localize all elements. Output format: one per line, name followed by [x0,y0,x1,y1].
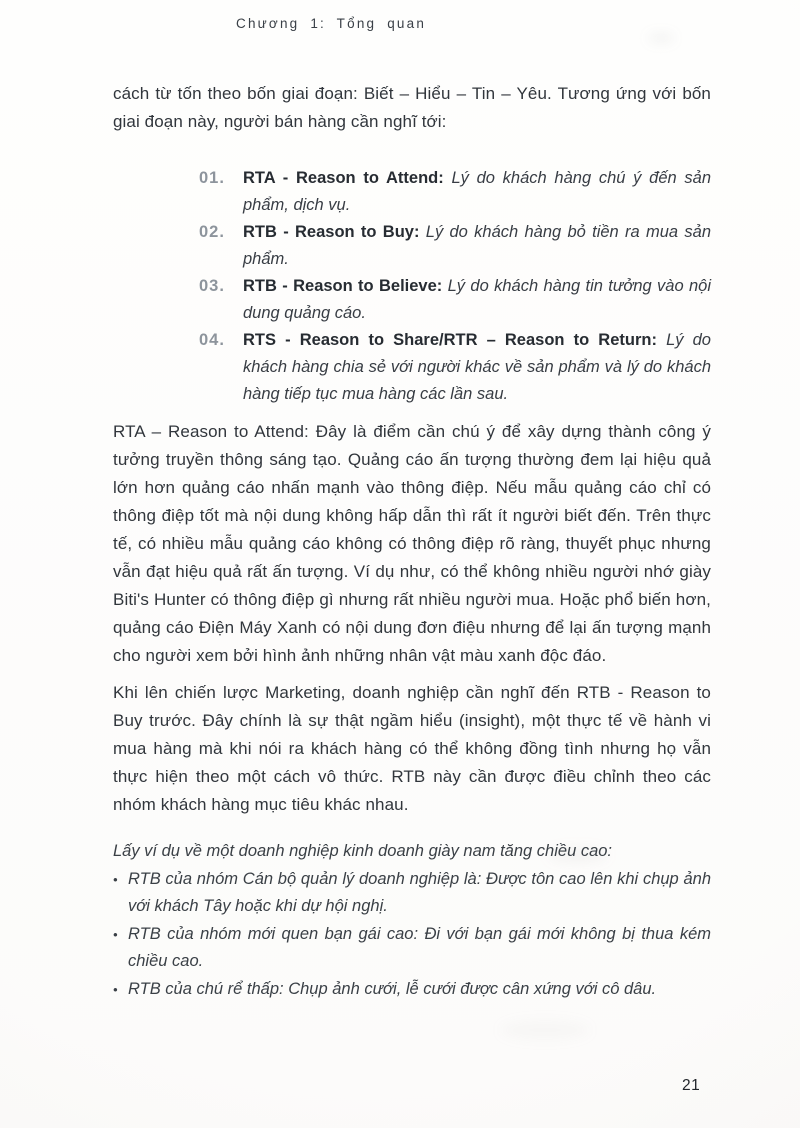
page-content [113,0,711,1003]
scan-smudge [500,1020,590,1040]
list-item-number: 01. [199,169,225,187]
bullet-text: RTB của chú rể thấp: Chụp ảnh cưới, lễ cưới được cân xứng với cô dâu. [128,979,657,998]
list-item-desc: Lý do khách hàng chia sẻ với người khác về sản phẩm và lý do khách hàng tiếp tục mua hàng các lần sau. [243,331,711,403]
example-intro: Lấy ví dụ về một doanh nghiệp kinh doanh giày nam tăng chiều cao: [113,842,613,860]
list-item-desc: Lý do khách hàng tin tưởng vào nội dung quảng cáo. [243,277,711,322]
paragraph-rta: RTA – Reason to Attend: Đây là điểm cần chú ý để xây dựng thành công ý tưởng truyền thông sáng tạo. Quảng cáo ấn tượng thường đem lại hiệu quả lớn hơn quảng cáo nhấn mạnh vào thông điệp. Nếu mẫu quảng cáo chỉ có thông điệp tốt mà nội dung không hấp dẫn thì rất ít người biết đến. Trên thực tế, có nhiều mẫu quảng cáo không có thông điệp rõ ràng, thuyết phục nhưng vẫn đạt hiệu quả rất ấn tượng. Ví dụ như, có thể không nhiều người nhớ giày Biti's Hunter có thông điệp gì nhưng rất nhiều người mua. Hoặc phổ biến hơn, quảng cáo Điện Máy Xanh có nội dung đơn điệu nhưng để lại ấn tượng mạnh cho người xem bởi hình ảnh những nhân vật màu xanh độc đáo. [113,422,711,665]
list-item-label: RTS - Reason to Share/RTR – Reason to Return: [243,331,657,349]
intro-paragraph: cách từ tốn theo bốn giai đoạn: Biết – Hiểu – Tin – Yêu. Tương ứng với bốn giai đoạn này, người bán hàng cần nghĩ tới: [113,84,711,131]
running-header: Chương 1: Tổng quan [236,16,427,31]
list-item-number: 04. [199,331,225,349]
list-item-text [243,165,711,219]
bullet-icon: • [113,926,118,942]
list-item [199,273,711,327]
list-item-text [243,327,711,408]
list-item [199,327,711,408]
list-item-text [243,273,711,327]
bullet-icon: • [113,871,118,887]
list-item-text [243,219,711,273]
bullet-item [113,866,711,921]
list-item [199,219,711,273]
list-item-desc: Lý do khách hàng bỏ tiền ra mua sản phẩm. [243,223,711,268]
bullet-item [113,976,711,1004]
list-item-number: 03. [199,277,225,295]
page-number: 21 [682,1077,701,1094]
paragraph-rtb: Khi lên chiến lược Marketing, doanh nghiệp cần nghĩ đến RTB - Reason to Buy trước. Đây chính là sự thật ngầm hiểu (insight), một thực tế về hành vi mua hàng mà khi nói ra khách hàng có thể không đồng tình nhưng họ vẫn thực hiện theo một cách vô thức. RTB này cần được điều chỉnh theo các nhóm khách hàng mục tiêu khác nhau. [113,683,711,814]
bullet-item [113,921,711,976]
bullet-icon: • [113,981,118,997]
list-item [199,165,711,219]
list-item-label: RTB - Reason to Buy: [243,223,420,241]
list-item-desc: Lý do khách hàng chú ý đến sản phẩm, dịch vụ. [243,169,711,214]
list-item-number: 02. [199,223,225,241]
bullet-text: RTB của nhóm mới quen bạn gái cao: Đi với bạn gái mới không bị thua kém chiều cao. [128,924,711,970]
example-section [113,838,711,1003]
bullet-text: RTB của nhóm Cán bộ quản lý doanh nghiệp là: Được tôn cao lên khi chụp ảnh với khách Tây hoặc khi dự hội nghị. [128,869,711,915]
numbered-list [113,165,711,408]
list-item-label: RTB - Reason to Believe: [243,277,443,295]
list-item-label: RTA - Reason to Attend: [243,169,444,187]
